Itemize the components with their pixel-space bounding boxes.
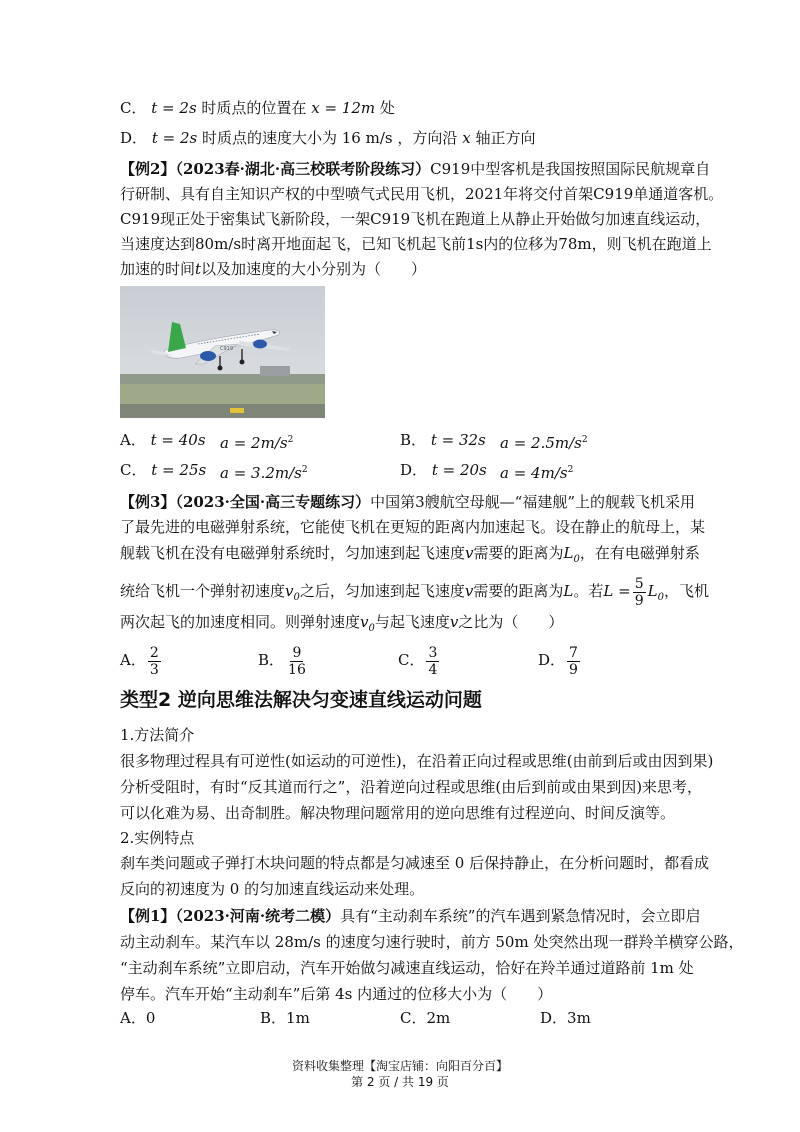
ex1-option-c: C．2m: [400, 1009, 451, 1027]
denominator: 9: [569, 661, 578, 678]
example-3-line-3: [120, 543, 700, 570]
text: ，方向沿: [397, 129, 458, 147]
paragraph-line-5: 反向的初速度为 0 的匀加速直线运动来处理。: [120, 880, 425, 898]
example-3-line-1: [120, 492, 695, 512]
subscript: 0: [368, 623, 375, 634]
equation: x = 12m: [311, 99, 376, 117]
example-source: （2023·全国·高三专题练习）: [175, 493, 371, 511]
example-tag: 【例3】: [120, 493, 176, 511]
variable: x: [462, 129, 471, 147]
example-2-line-3: C919现正处于密集试飞新阶段，一架C919飞机在跑道上从静止开始做匀加速直线运动，: [120, 210, 711, 228]
equation: t = 20s: [431, 461, 487, 479]
numerator: 3: [428, 644, 438, 661]
ex2-option-d: [400, 460, 487, 480]
subsection-1: 1.方法简介: [120, 726, 195, 744]
equation: t = 40s: [150, 431, 206, 449]
text: 需要的距离为: [473, 544, 564, 562]
option-label: C．: [120, 99, 147, 117]
text: 时质点的速度大小为: [201, 129, 337, 147]
text: 处: [379, 99, 395, 117]
superscript: 2: [287, 435, 294, 445]
equation: t = 2s: [151, 99, 197, 117]
ex2-option-a-accel: [220, 430, 293, 453]
text: ，飞机: [663, 582, 709, 600]
example-1-line-4: 停车。汽车开始“主动刹车”后第 4s 内通过的位移大小为（ ）: [120, 985, 553, 1003]
text: 。若: [573, 582, 604, 600]
example-2-line-2: 行研制、具有自主知识产权的中型喷气式民用飞机，2021年将交付首架C919单通道客机。: [120, 185, 724, 203]
example-1-line-3: “主动刹车系统”立即启动，汽车开始做匀减速直线运动，恰好在羚羊通过道路前 1m 处: [120, 959, 694, 977]
example-2-line-4: 当速度达到80m/s时离开地面起飞，已知飞机起飞前1s内的位移为78m，则飞机在跑道上: [120, 235, 712, 253]
variable: v: [465, 544, 474, 562]
ex1-option-b: B．1m: [260, 1009, 310, 1027]
paragraph-line-1: 很多物理过程具有可逆性(如运动的可逆性)，在沿着正向过程或思维(由前到后或由因到果): [120, 752, 714, 770]
option-label: D．: [400, 461, 428, 479]
denominator: 9: [634, 592, 644, 609]
fraction: [426, 645, 439, 678]
denominator: 16: [288, 661, 306, 678]
text: ，在有电磁弹射系: [579, 544, 700, 562]
equation: a = 2m/s: [220, 434, 288, 452]
denominator: 4: [428, 661, 438, 678]
c919-airplane-image: [120, 286, 325, 418]
section-heading: 类型2 逆向思维法解决匀变速直线运动问题: [120, 689, 482, 711]
airplane-photo: [120, 286, 325, 418]
option-label: C．: [398, 651, 425, 669]
text: 需要的距离为: [473, 582, 564, 600]
variable: v: [285, 582, 294, 600]
ex2-option-a: [120, 430, 206, 450]
ex3-option-d: [538, 642, 582, 678]
ex1-option-a: A．0: [120, 1009, 156, 1027]
superscript: 2: [581, 435, 588, 445]
paragraph-line-4: 刹车类问题或子弹打木块问题的特点都是匀减速至 0 后保持静止，在分析问题时，都看成: [120, 854, 710, 872]
equation: t = 2s: [151, 129, 198, 147]
example-3-line-4: [120, 574, 709, 615]
text: 之比为（ ）: [458, 613, 564, 631]
equation: a = 4m/s: [500, 464, 568, 482]
footer-page-number: 第 2 页 / 共 19 页: [351, 1075, 449, 1089]
ex1-option-d: D．3m: [540, 1009, 591, 1027]
paragraph-line-3: 可以化难为易、出奇制胜。解决物理问题常用的逆向思维有过程逆向、时间反演等。: [120, 804, 676, 822]
text: 加速的时间: [120, 260, 196, 278]
example-source: （2023·河南·统考二模）: [175, 907, 341, 925]
variable: v: [464, 582, 474, 600]
ex2-option-d-accel: [500, 460, 573, 483]
fraction: [633, 576, 646, 609]
option-label: C．: [120, 461, 147, 479]
numerator: 7: [569, 644, 578, 661]
option-label: D．: [538, 651, 566, 669]
numerator: 9: [292, 644, 302, 661]
subscript: 0: [293, 592, 300, 603]
superscript: 2: [301, 465, 308, 475]
option-c-prev: [120, 98, 395, 118]
text: 中国第3艘航空母舰—“福建舰”上的舰载飞机采用: [370, 493, 696, 511]
equation: t = 25s: [151, 461, 207, 479]
example-2-line-1: [120, 159, 710, 179]
subscript: 0: [573, 554, 580, 565]
text: C919中型客机是我国按照国际民航规章自: [430, 160, 711, 178]
ex3-option-c: [398, 642, 441, 678]
equation: a = 2.5m/s: [500, 434, 582, 452]
example-3-line-5: [120, 612, 563, 639]
denominator: 3: [149, 661, 159, 678]
equation: L =: [603, 582, 631, 600]
option-label: B．: [258, 651, 285, 669]
ex2-option-b-accel: [500, 430, 588, 453]
example-1-line-2: 动主动刹车。某汽车以 28m/s 的速度匀速行驶时，前方 50m 处突然出现一群羚羊横穿公路，: [120, 933, 744, 951]
text: 以及加速度的大小分别为（ ）: [201, 260, 427, 278]
text: 与起飞速度: [374, 613, 450, 631]
example-source: （2023春·湖北·高三校联考阶段练习）: [175, 160, 431, 178]
equation: t = 32s: [430, 431, 486, 449]
variable: t: [195, 260, 202, 278]
ex3-option-b: [258, 642, 310, 678]
equation: a = 3.2m/s: [220, 464, 302, 482]
example-tag: 【例1】: [120, 907, 176, 925]
numerator: 5: [634, 575, 644, 592]
example-2-line-5: [120, 259, 426, 279]
ex2-option-c: [120, 460, 206, 480]
text: 时质点的位置在: [201, 99, 307, 117]
text: 两次起飞的加速度相同。则弹射速度: [120, 613, 361, 631]
ex2-option-b: [400, 430, 486, 450]
variable: v: [449, 613, 459, 631]
tail-text: C919: [220, 346, 234, 352]
fraction: [148, 645, 161, 678]
text: 轴正方向: [475, 129, 536, 147]
ex2-option-c-accel: [220, 460, 308, 483]
variable: L: [647, 582, 658, 600]
variable: L: [563, 582, 574, 600]
option-label: D．: [120, 129, 148, 147]
numerator: 2: [149, 644, 159, 661]
option-label: A．: [120, 651, 146, 669]
option-label: B．: [400, 431, 427, 449]
equation: 16 m/s: [341, 129, 393, 147]
ex3-option-a: [120, 642, 163, 678]
text: 之后，匀加速到起飞速度: [299, 582, 465, 600]
paragraph-line-2: 分析受阻时，有时“反其道而行之”，沿着逆向过程或思维(由后到前或由果到因)来思考，: [120, 778, 703, 796]
example-3-line-2: 了最先进的电磁弹射系统，它能使飞机在更短的距离内加速起飞。设在静止的航母上，某: [120, 518, 706, 536]
subsection-2: 2.实例特点: [120, 829, 195, 847]
subscript: 0: [657, 592, 664, 603]
superscript: 2: [567, 465, 574, 475]
fraction: [567, 645, 580, 678]
variable: L: [563, 544, 574, 562]
option-label: A．: [120, 431, 146, 449]
fraction: [286, 645, 308, 678]
example-tag: 【例2】: [120, 160, 176, 178]
variable: v: [360, 613, 369, 631]
option-d-prev: [120, 128, 535, 148]
text: 统给飞机一个弹射初速度: [120, 582, 286, 600]
example-1-line-1: [120, 906, 700, 926]
text: 具有“主动刹车系统”的汽车遇到紧急情况时，会立即启: [340, 907, 701, 925]
footer-source: 资料收集整理【淘宝店铺：向阳百分百】: [291, 1059, 508, 1073]
text: 舰载飞机在没有电磁弹射系统时，匀加速到起飞速度: [120, 544, 466, 562]
